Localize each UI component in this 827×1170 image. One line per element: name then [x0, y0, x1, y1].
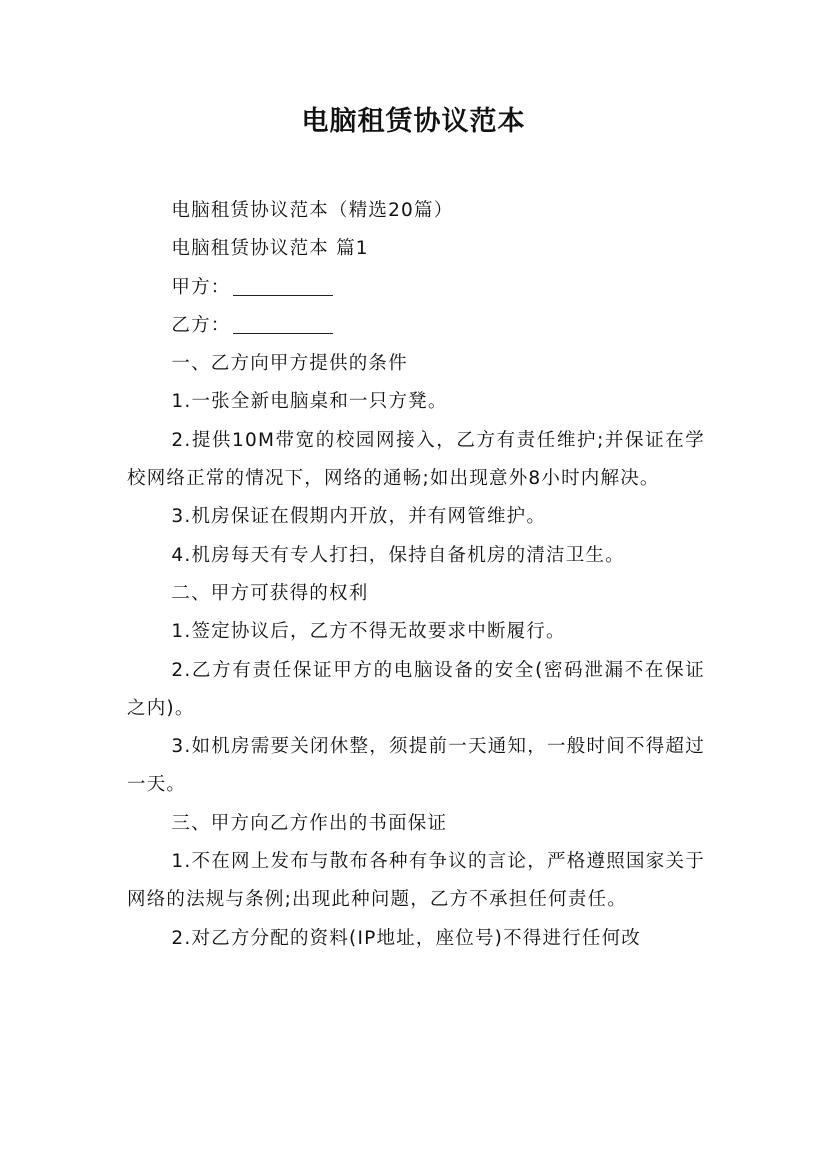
clause-item: 2.乙方有责任保证甲方的电脑设备的安全(密码泄漏不在保证之内)。	[127, 659, 705, 719]
document-body	[127, 192, 705, 958]
document-title: 电脑租赁协议范本	[301, 106, 526, 137]
party-b-line	[127, 307, 705, 345]
clause-heading: 二、甲方可获得的权利	[171, 582, 369, 604]
party-b-label: 乙方：	[171, 314, 231, 336]
party-b-blank	[233, 311, 333, 334]
clause-item: 3.如机房需要关闭休整，须提前一天通知，一般时间不得超过一天。	[127, 736, 705, 796]
clause-heading: 一、乙方向甲方提供的条件	[171, 353, 408, 375]
section-heading-paragraph: 电脑租赁协议范本 篇1	[171, 238, 369, 260]
clause-item: 4.机房每天有专人打扫，保持自备机房的清洁卫生。	[171, 544, 625, 566]
clause-item: 3.机房保证在假期内开放，并有网管维护。	[171, 506, 547, 528]
clause-item: 1.签定协议后，乙方不得无故要求中断履行。	[171, 621, 566, 643]
clause-item: 1.不在网上发布与散布各种有争议的言论，严格遵照国家关于网络的法规与条例;出现此种问题，乙方不承担任何责任。	[127, 851, 705, 911]
clause-heading: 三、甲方向乙方作出的书面保证	[171, 812, 448, 834]
clause-item: 2.提供10M带宽的校园网接入，乙方有责任维护;并保证在学校网络正常的情况下，网络的通畅;如出现意外8小时内解决。	[127, 429, 705, 490]
subtitle-paragraph: 电脑租赁协议范本（精选20篇）	[171, 200, 454, 221]
clause-item: 1.一张全新电脑桌和一只方凳。	[171, 391, 448, 413]
party-a-blank	[233, 273, 333, 296]
party-a-label: 甲方：	[171, 276, 231, 298]
clause-item: 2.对乙方分配的资料(IP地址，座位号)不得进行任何改	[171, 927, 641, 949]
party-a-line	[127, 269, 705, 307]
